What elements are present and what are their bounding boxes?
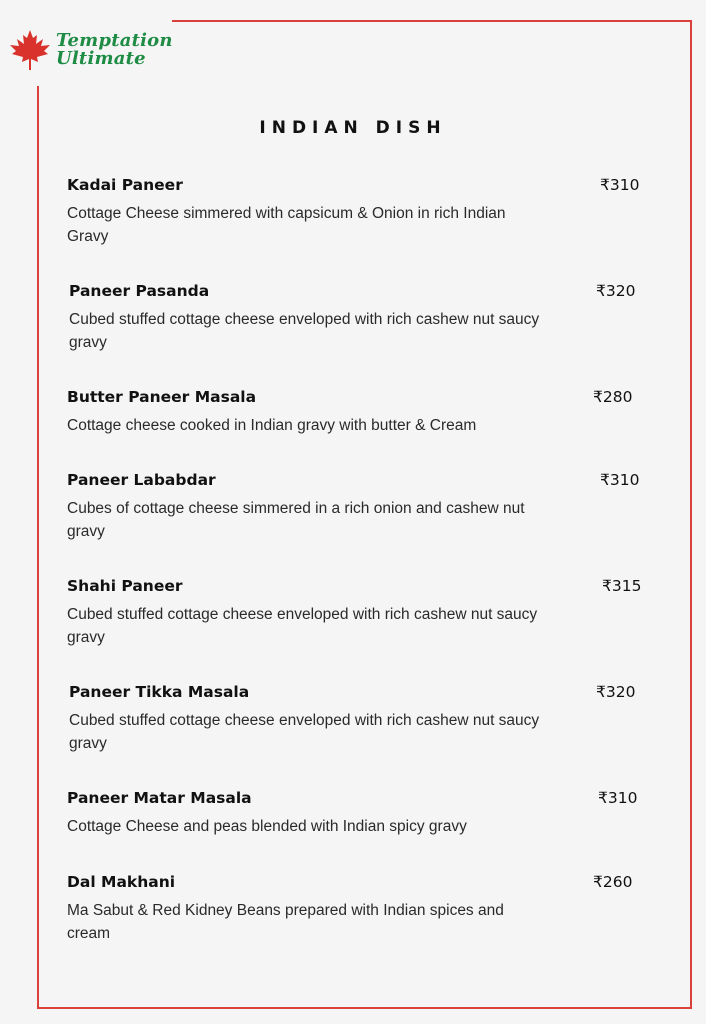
dish-price-paneer-pasanda: ₹320 bbox=[596, 282, 636, 300]
dish-desc-kadai-paneer: Cottage Cheese simmered with capsicum & Onion in rich Indian Gravy bbox=[67, 205, 506, 245]
maple-leaf-icon bbox=[8, 29, 52, 71]
dish-desc-dal-makhani: Ma Sabut & Red Kidney Beans prepared with Indian spices and cream bbox=[67, 902, 504, 942]
dish-name-paneer-lababdar: Paneer Lababdar bbox=[67, 471, 216, 489]
menu-title: INDIAN DISH bbox=[259, 118, 447, 138]
dish-name-dal-makhani: Dal Makhani bbox=[67, 873, 176, 891]
dish-desc-paneer-pasanda: Cubed stuffed cottage cheese enveloped with rich cashew nut saucy gravy bbox=[69, 311, 540, 351]
brand-name-line1: Temptation bbox=[56, 30, 173, 51]
dish-name-paneer-pasanda: Paneer Pasanda bbox=[69, 282, 210, 300]
dish-desc-paneer-tikka-masala: Cubed stuffed cottage cheese enveloped with rich cashew nut saucy gravy bbox=[69, 712, 540, 752]
dish-desc-butter-paneer-masala: Cottage cheese cooked in Indian gravy with butter & Cream bbox=[67, 417, 477, 434]
dish-price-paneer-matar-masala: ₹310 bbox=[598, 789, 638, 807]
dish-desc-paneer-matar-masala: Cottage Cheese and peas blended with Indian spicy gravy bbox=[67, 818, 467, 835]
dish-price-shahi-paneer: ₹315 bbox=[602, 577, 642, 595]
brand-logo bbox=[6, 26, 196, 74]
dish-desc-paneer-lababdar: Cubes of cottage cheese simmered in a rich onion and cashew nut gravy bbox=[67, 500, 525, 540]
dish-price-kadai-paneer: ₹310 bbox=[600, 176, 640, 194]
dish-name-butter-paneer-masala: Butter Paneer Masala bbox=[67, 388, 257, 406]
dish-name-kadai-paneer: Kadai Paneer bbox=[67, 176, 183, 194]
frame-top-border bbox=[172, 20, 692, 22]
frame-right-border bbox=[690, 20, 692, 1009]
brand-name-line2: Ultimate bbox=[56, 48, 146, 69]
dish-name-paneer-tikka-masala: Paneer Tikka Masala bbox=[69, 683, 250, 701]
dish-name-shahi-paneer: Shahi Paneer bbox=[67, 577, 183, 595]
dish-name-paneer-matar-masala: Paneer Matar Masala bbox=[67, 789, 252, 807]
dish-price-paneer-lababdar: ₹310 bbox=[600, 471, 640, 489]
dish-price-paneer-tikka-masala: ₹320 bbox=[596, 683, 636, 701]
dish-desc-shahi-paneer: Cubed stuffed cottage cheese enveloped with rich cashew nut saucy gravy bbox=[67, 606, 538, 646]
frame-bottom-border bbox=[37, 1007, 692, 1009]
dish-price-dal-makhani: ₹260 bbox=[593, 873, 633, 891]
dish-price-butter-paneer-masala: ₹280 bbox=[593, 388, 633, 406]
frame-left-border bbox=[37, 86, 39, 1009]
